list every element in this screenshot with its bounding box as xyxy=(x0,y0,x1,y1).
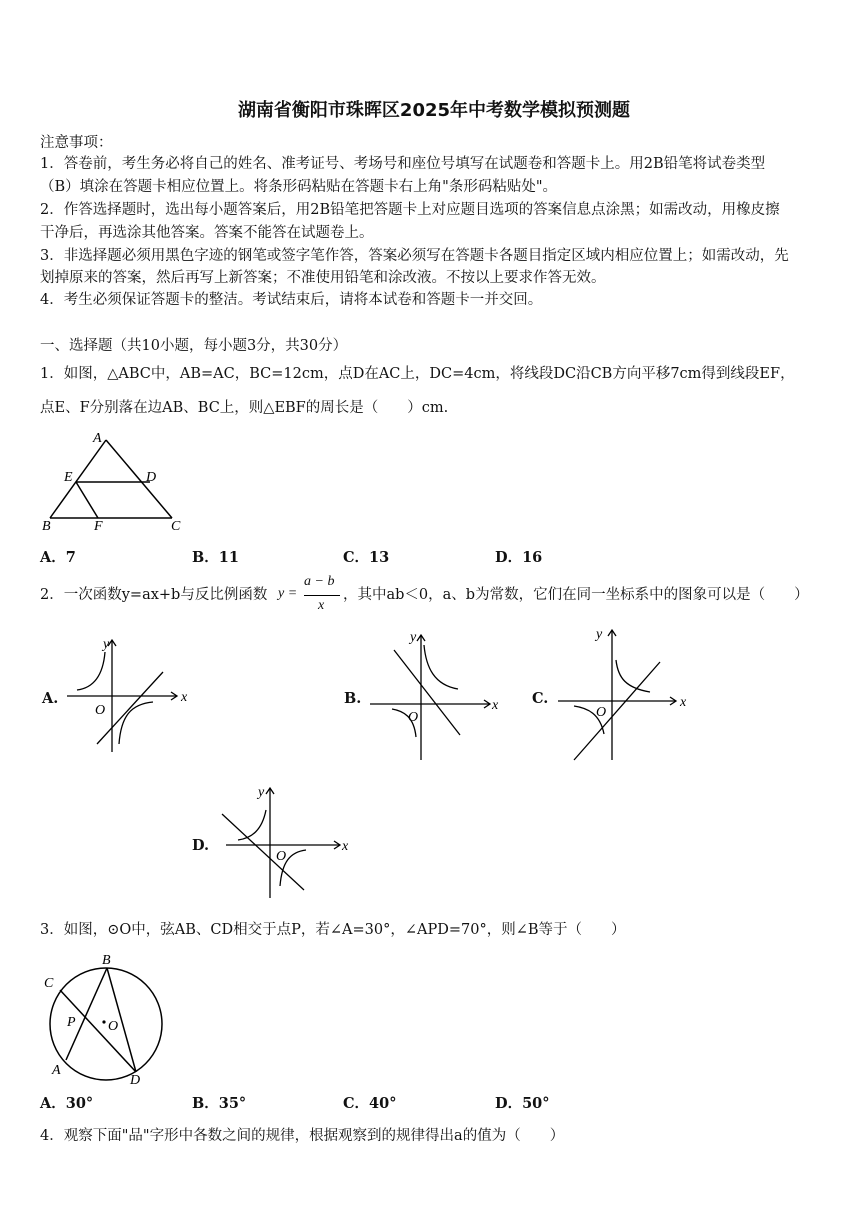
notice-line: 3．非选择题必须用黑色字迹的钢笔或签字笔作答，答案必须写在答题卡各题目指定区域内相应位置上；如需改动，先 xyxy=(40,248,789,264)
y-axis-label: y xyxy=(103,637,110,652)
graph-d xyxy=(218,782,353,902)
formula-y: y = xyxy=(278,586,298,601)
graph-b xyxy=(368,625,503,765)
notice-heading: 注意事项： xyxy=(40,135,113,151)
circle-figure xyxy=(40,950,170,1088)
label-a: A xyxy=(52,1063,61,1078)
label-b: B xyxy=(42,519,51,534)
option-c: C．13 xyxy=(343,549,390,566)
option-c: C．40° xyxy=(343,1095,397,1112)
option-a-label: A. xyxy=(42,690,59,707)
origin-label: O xyxy=(276,849,287,864)
question-1-text: 点E、F分别落在边AB、BC上，则△EBF的周长是（ ）cm. xyxy=(40,400,449,416)
label-c: C xyxy=(44,976,54,991)
formula-denominator: x xyxy=(318,598,325,613)
x-axis-label: x xyxy=(342,839,349,854)
y-axis-label: y xyxy=(410,630,417,645)
label-e: E xyxy=(64,470,73,485)
question-2-text: ，其中ab＜0，a、b为常数，它们在同一坐标系中的图象可以是（ ） xyxy=(343,587,809,603)
section-heading: 一、选择题（共10小题，每小题3分，共30分） xyxy=(40,338,348,354)
question-4-text: 4．观察下面"品"字形中各数之间的规律，根据观察到的规律得出a的值为（ ） xyxy=(40,1128,565,1144)
graph-c xyxy=(556,622,696,764)
notice-line: 1．答卷前，考生务必将自己的姓名、准考证号、考场号和座位号填写在试题卷和答题卡上。用2B铅笔将试卷类型 xyxy=(40,156,766,172)
notice-line: 2．作答选择题时，选出每小题答案后，用2B铅笔把答题卡上对应题目选项的答案信息点涂黑；如需改动，用橡皮擦 xyxy=(40,202,780,218)
option-a: A．30° xyxy=(40,1095,94,1112)
origin-label: O xyxy=(596,705,607,720)
origin-label: O xyxy=(408,710,419,725)
graph-a xyxy=(65,632,195,757)
triangle-figure xyxy=(38,430,188,535)
notice-line: 划掉原来的答案，然后再写上新答案；不准使用铅笔和涂改液。不按以上要求作答无效。 xyxy=(40,270,606,286)
page-title: 湖南省衡阳市珠晖区2025年中考数学模拟预测题 xyxy=(237,100,631,121)
x-axis-label: x xyxy=(492,698,499,713)
option-d: D．50° xyxy=(495,1095,550,1112)
question-3-text: 3．如图，⊙O中，弦AB、CD相交于点P，若∠A=30°，∠APD=70°，则∠B等于（ ） xyxy=(40,922,626,938)
notice-line: （B）填涂在答题卡相应位置上。将条形码粘贴在答题卡右上角"条形码粘贴处"。 xyxy=(40,179,557,195)
label-o: O xyxy=(108,1019,119,1034)
x-axis-label: x xyxy=(181,690,188,705)
option-b-label: B. xyxy=(344,690,362,707)
y-axis-label: y xyxy=(596,627,603,642)
option-d: D．16 xyxy=(495,549,543,566)
option-b: B．11 xyxy=(192,549,239,566)
label-f: F xyxy=(94,519,103,534)
label-p: P xyxy=(67,1015,76,1030)
x-axis-label: x xyxy=(680,695,687,710)
label-d: D xyxy=(146,470,157,485)
center-point xyxy=(102,1020,105,1023)
label-d: D xyxy=(130,1073,141,1088)
option-c-label: C. xyxy=(532,690,549,707)
notice-line: 干净后，再选涂其他答案。答案不能答在试题卷上。 xyxy=(40,225,374,241)
label-a: A xyxy=(93,431,102,446)
label-c: C xyxy=(171,519,181,534)
question-1-text: 1．如图，△ABC中，AB=AC，BC=12cm，点D在AC上，DC=4cm，将线段DC沿CB方向平移7cm得到线段EF， xyxy=(40,366,795,382)
question-2-text: 2．一次函数y=ax+b与反比例函数 xyxy=(40,587,268,603)
label-b: B xyxy=(102,953,111,968)
notice-line: 4．考生必须保证答题卡的整洁。考试结束后，请将本试卷和答题卡一并交回。 xyxy=(40,292,543,308)
origin-label: O xyxy=(95,703,106,718)
fraction-bar xyxy=(304,595,340,596)
y-axis-label: y xyxy=(258,785,265,800)
option-a: A．7 xyxy=(40,549,76,566)
option-d-label: D. xyxy=(192,837,210,854)
formula-numerator: a − b xyxy=(304,574,335,589)
option-b: B．35° xyxy=(192,1095,247,1112)
